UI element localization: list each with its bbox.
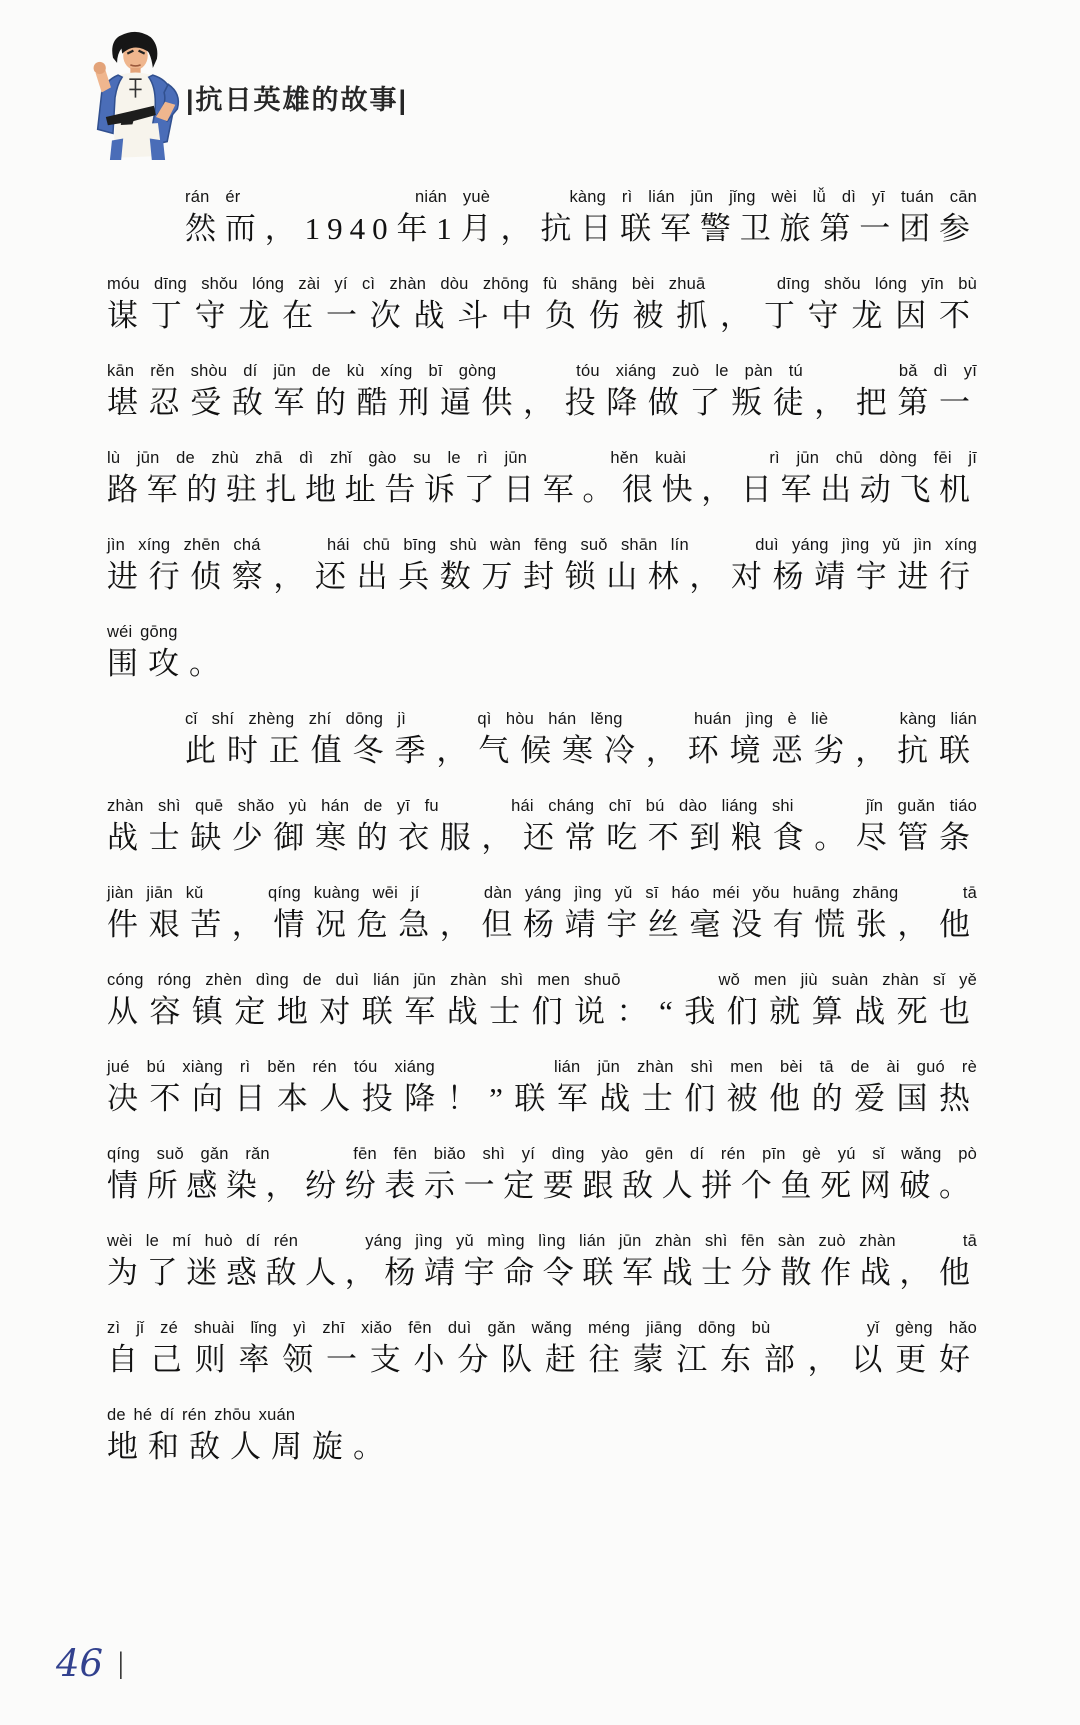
text-line-pair xyxy=(107,1317,977,1379)
page-number-divider: | xyxy=(118,1646,124,1680)
text-line-pair xyxy=(107,273,977,335)
pinyin-line: zì jǐ zé shuài lǐng yì zhī xiǎo fēn duì gǎn wǎng méng jiāng dōng bù yǐ gèng hǎo xyxy=(107,1319,977,1337)
pinyin-line: jué bú xiàng rì běn rén tóu xiáng lián jūn zhàn shì men bèi tā de ài guó rè xyxy=(107,1058,977,1076)
hanzi-line: 路军的驻扎地址告诉了日军。很快，日军出动飞机 xyxy=(107,472,977,507)
pinyin-line: móu dīng shǒu lóng zài yí cì zhàn dòu zhōng fù shāng bèi zhuā dīng shǒu lóng yīn bù xyxy=(107,275,977,293)
hanzi-line: 为了迷惑敌人，杨靖宇命令联军战士分散作战，他 xyxy=(107,1255,977,1290)
hanzi-line: 谋丁守龙在一次战斗中负伤被抓，丁守龙因不 xyxy=(107,298,977,333)
hanzi-line: 堪忍受敌军的酷刑逼供，投降做了叛徒，把第一 xyxy=(107,385,977,420)
pinyin-line: jìn xíng zhēn chá hái chū bīng shù wàn fēng suǒ shān lín duì yáng jìng yǔ jìn xíng xyxy=(107,536,977,554)
story-text xyxy=(107,186,977,1491)
hanzi-line: 地和敌人周旋。 xyxy=(107,1429,394,1464)
pinyin-line: zhàn shì quē shǎo yù hán de yī fu hái cháng chī bú dào liáng shi jǐn guǎn tiáo xyxy=(107,797,977,815)
hanzi-line: 从容镇定地对联军战士们说：“我们就算战死也 xyxy=(107,994,977,1029)
pinyin-line: cǐ shí zhèng zhí dōng jì qì hòu hán lěng huán jìng è liè kàng lián xyxy=(185,710,977,728)
hanzi-line: 件艰苦，情况危急，但杨靖宇丝毫没有慌张，他 xyxy=(107,907,977,942)
text-line-pair xyxy=(107,1404,977,1466)
pinyin-line: cóng róng zhèn dìng de duì lián jūn zhàn shì men shuō wǒ men jiù suàn zhàn sǐ yě xyxy=(107,971,977,989)
text-line-pair xyxy=(107,708,977,770)
text-line-pair xyxy=(107,534,977,596)
pinyin-line: wèi le mí huò dí rén yáng jìng yǔ mìng lìng lián jūn zhàn shì fēn sàn zuò zhàn tā xyxy=(107,1232,977,1250)
hanzi-line: 战士缺少御寒的衣服，还常吃不到粮食。尽管条 xyxy=(107,820,977,855)
page-title: |抗日英雄的故事| xyxy=(186,85,409,115)
text-line-pair xyxy=(107,1230,977,1292)
pinyin-line: wéi gōng xyxy=(107,623,178,641)
text-line-pair xyxy=(107,621,977,683)
pinyin-line: de hé dí rén zhōu xuán xyxy=(107,1406,296,1424)
hanzi-line: 围攻。 xyxy=(107,646,230,681)
text-line-pair xyxy=(107,360,977,422)
pinyin-line: kān rěn shòu dí jūn de kù xíng bī gòng tóu xiáng zuò le pàn tú bǎ dì yī xyxy=(107,362,977,380)
text-line-pair xyxy=(107,1056,977,1118)
page-footer xyxy=(56,1642,125,1685)
pinyin-line: qíng suǒ gǎn rǎn fēn fēn biǎo shì yí dìng yào gēn dí rén pīn gè yú sǐ wǎng pò xyxy=(107,1145,977,1163)
hanzi-line: 然而，1940年1月，抗日联军警卫旅第一团参 xyxy=(185,211,977,246)
text-line-pair xyxy=(107,447,977,509)
hanzi-line: 自己则率领一支小分队赶往蒙江东部，以更好 xyxy=(107,1342,977,1377)
page-number: 46 xyxy=(56,1642,104,1685)
hanzi-line: 决不向日本人投降！”联军战士们被他的爱国热 xyxy=(107,1081,977,1116)
hanzi-line: 此时正值冬季，气候寒冷，环境恶劣，抗联 xyxy=(185,733,977,768)
text-line-pair xyxy=(107,1143,977,1205)
pinyin-line: jiàn jiān kǔ qíng kuàng wēi jí dàn yáng jìng yǔ sī háo méi yǒu huāng zhāng tā xyxy=(107,884,977,902)
hanzi-line: 进行侦察，还出兵数万封锁山林，对杨靖宇进行 xyxy=(107,559,977,594)
text-line-pair xyxy=(107,795,977,857)
hanzi-line: 情所感染，纷纷表示一定要跟敌人拼个鱼死网破。 xyxy=(107,1168,977,1203)
text-line-pair xyxy=(107,186,977,248)
text-line-pair xyxy=(107,882,977,944)
text-line-pair xyxy=(107,969,977,1031)
pinyin-line: rán ér nián yuè kàng rì lián jūn jǐng wèi lǚ dì yī tuán cān xyxy=(185,188,977,206)
pinyin-line: lù jūn de zhù zhā dì zhǐ gào su le rì jūn hěn kuài rì jūn chū dòng fēi jī xyxy=(107,449,977,467)
